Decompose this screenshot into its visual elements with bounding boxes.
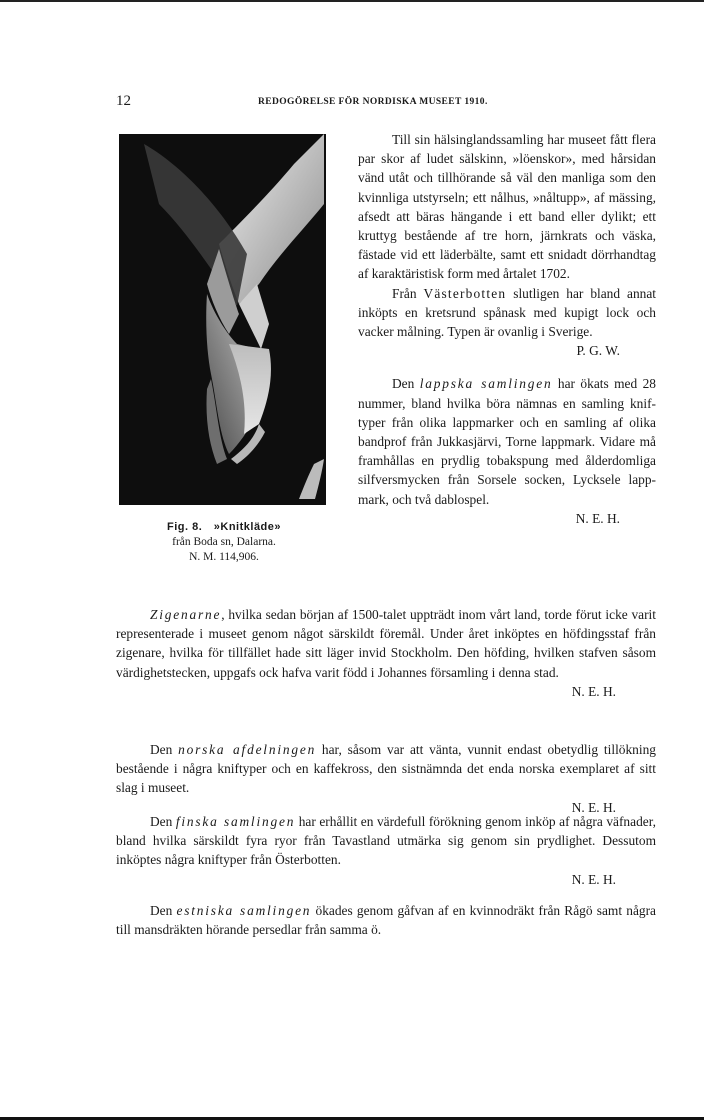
figure-caption-line-1 <box>119 520 329 535</box>
paragraph-halsingland: Till sin hälsinglandssamling har museet fått flera par skor af ludet sälskinn, »löenskor», med hårsidan vänd utåt och tillhörande så väl den manliga som den kvinnliga utstyrseln; ett nålhus, »nåltupp», af mässing, afsedt att bäras hängande i ett band eller dylikt; ett kruttyg bestående af tre horn, järnkrats och väska, fästade vid ett läderbälte, samt ett snidadt dörrhandtag af karaktäristisk form med årtalet 1702. <box>358 132 656 282</box>
section-zigenarne <box>116 605 656 701</box>
estniska-text: ökades genom gåfvan af en kvinnodräkt från Rågö samt några till mansdräkten hörande persedlar från samma ö. <box>116 903 656 938</box>
zigenarne-text: , hvilka sedan början af 1500-talet uppträdt inom vårt land, torde förut icke varit representerade i museet genom något särskildt föremål. Under året inköptes en höfdingsstaf från zigenare, hvilka för tillfället hade sitt läger invid Stockholm. Den höfding, hvilken stafven såsom värdighetstecken, uppgafs ock hafva varit född i Johannes församling i denna stad. <box>116 607 656 680</box>
section-norska: Den norska afdelningen har, såsom var att vänta, vunnit endast obetydlig tillökning bestående i några kniftyper och en kaffekross, den sistnämnda det enda norska exemplaret af sitt slag i museet. N. E. H. <box>116 740 656 817</box>
zigenarne-term: Zigenarne <box>150 607 222 622</box>
page-number: 12 <box>116 93 131 109</box>
signature-neh-norska: N. E. H. <box>571 799 616 815</box>
norska-term: norska afdelningen <box>178 742 317 757</box>
finska-text: har erhållit en värdefull förökning genom inköp af några väfnader, bland hvilka särskildt fyra ryor från Tavastland utmärka sig genom sin prydlighet. Dessutom inköptes några kniftyper från Österbotten. <box>116 814 656 868</box>
norska-text: har, såsom var att vänta, vunnit endast obetydlig tillökning bestående i några kniftyper och en kaffekross, den sistnämnda det enda norska exemplaret af sitt slag i museet. <box>116 742 656 796</box>
figure-title: »Knitkläde» <box>213 521 282 533</box>
figure-label: Fig. 8. <box>166 521 203 533</box>
right-column <box>358 130 656 528</box>
signature-neh-zigenarne: N. E. H. <box>571 683 616 699</box>
figure-photo <box>119 134 326 505</box>
finska-term: finska samlingen <box>175 814 296 829</box>
section-estniska: Den estniska samlingen ökades genom gåfvan af en kvinnodräkt från Rågö samt några till mansdräkten hörande persedlar från samma ö. <box>116 903 656 938</box>
running-head: REDOGÖRELSE FÖR NORDISKA MUSEET 1910. <box>258 97 488 107</box>
vasterbotten-term: Västerbotten <box>423 285 507 301</box>
headcloth-photo <box>119 134 326 505</box>
lappska-term: lappska samlingen <box>419 376 553 392</box>
signature-pgw: P. G. W. <box>576 343 620 359</box>
top-rule <box>0 0 704 2</box>
signature-neh-lappska: N. E. H. <box>575 510 620 526</box>
section-finska: Den finska samlingen har erhållit en värdefull förökning genom inköp af några väfnader, bland hvilka särskildt fyra ryor från Tavastland utmärka sig genom sin prydlighet. Dessutom inköptes några kniftyper från Österbotten. N. E. H. <box>116 812 656 889</box>
estniska-term: estniska samlingen <box>176 903 312 918</box>
figure-origin: från Boda sn, Dalarna. <box>172 536 276 548</box>
figure-caption <box>119 520 329 565</box>
signature-neh-finska: N. E. H. <box>571 871 616 887</box>
paragraph-vasterbotten: Från Västerbotten slutligen har bland annat inköpts en kretsrund spånask med kupigt lock och vacker målning. Typen är ovanlig i Sverige. P. G. W. <box>358 284 656 361</box>
figure-number: N. M. 114,906. <box>189 551 259 563</box>
paragraph-lappska: Den lappska samlingen har ökats med 28 nummer, bland hvilka böra nämnas en samling kniftyper från olika lappmarker och en samling af olika bandprof från Jukkasjärvi, Torne lappmark. Vidare må framhållas en prydlig tobakspung med ålderdomliga silfversmycken från Sorsele socken, Lycksele lappmark, och två dablospel. N. E. H. <box>358 374 656 528</box>
